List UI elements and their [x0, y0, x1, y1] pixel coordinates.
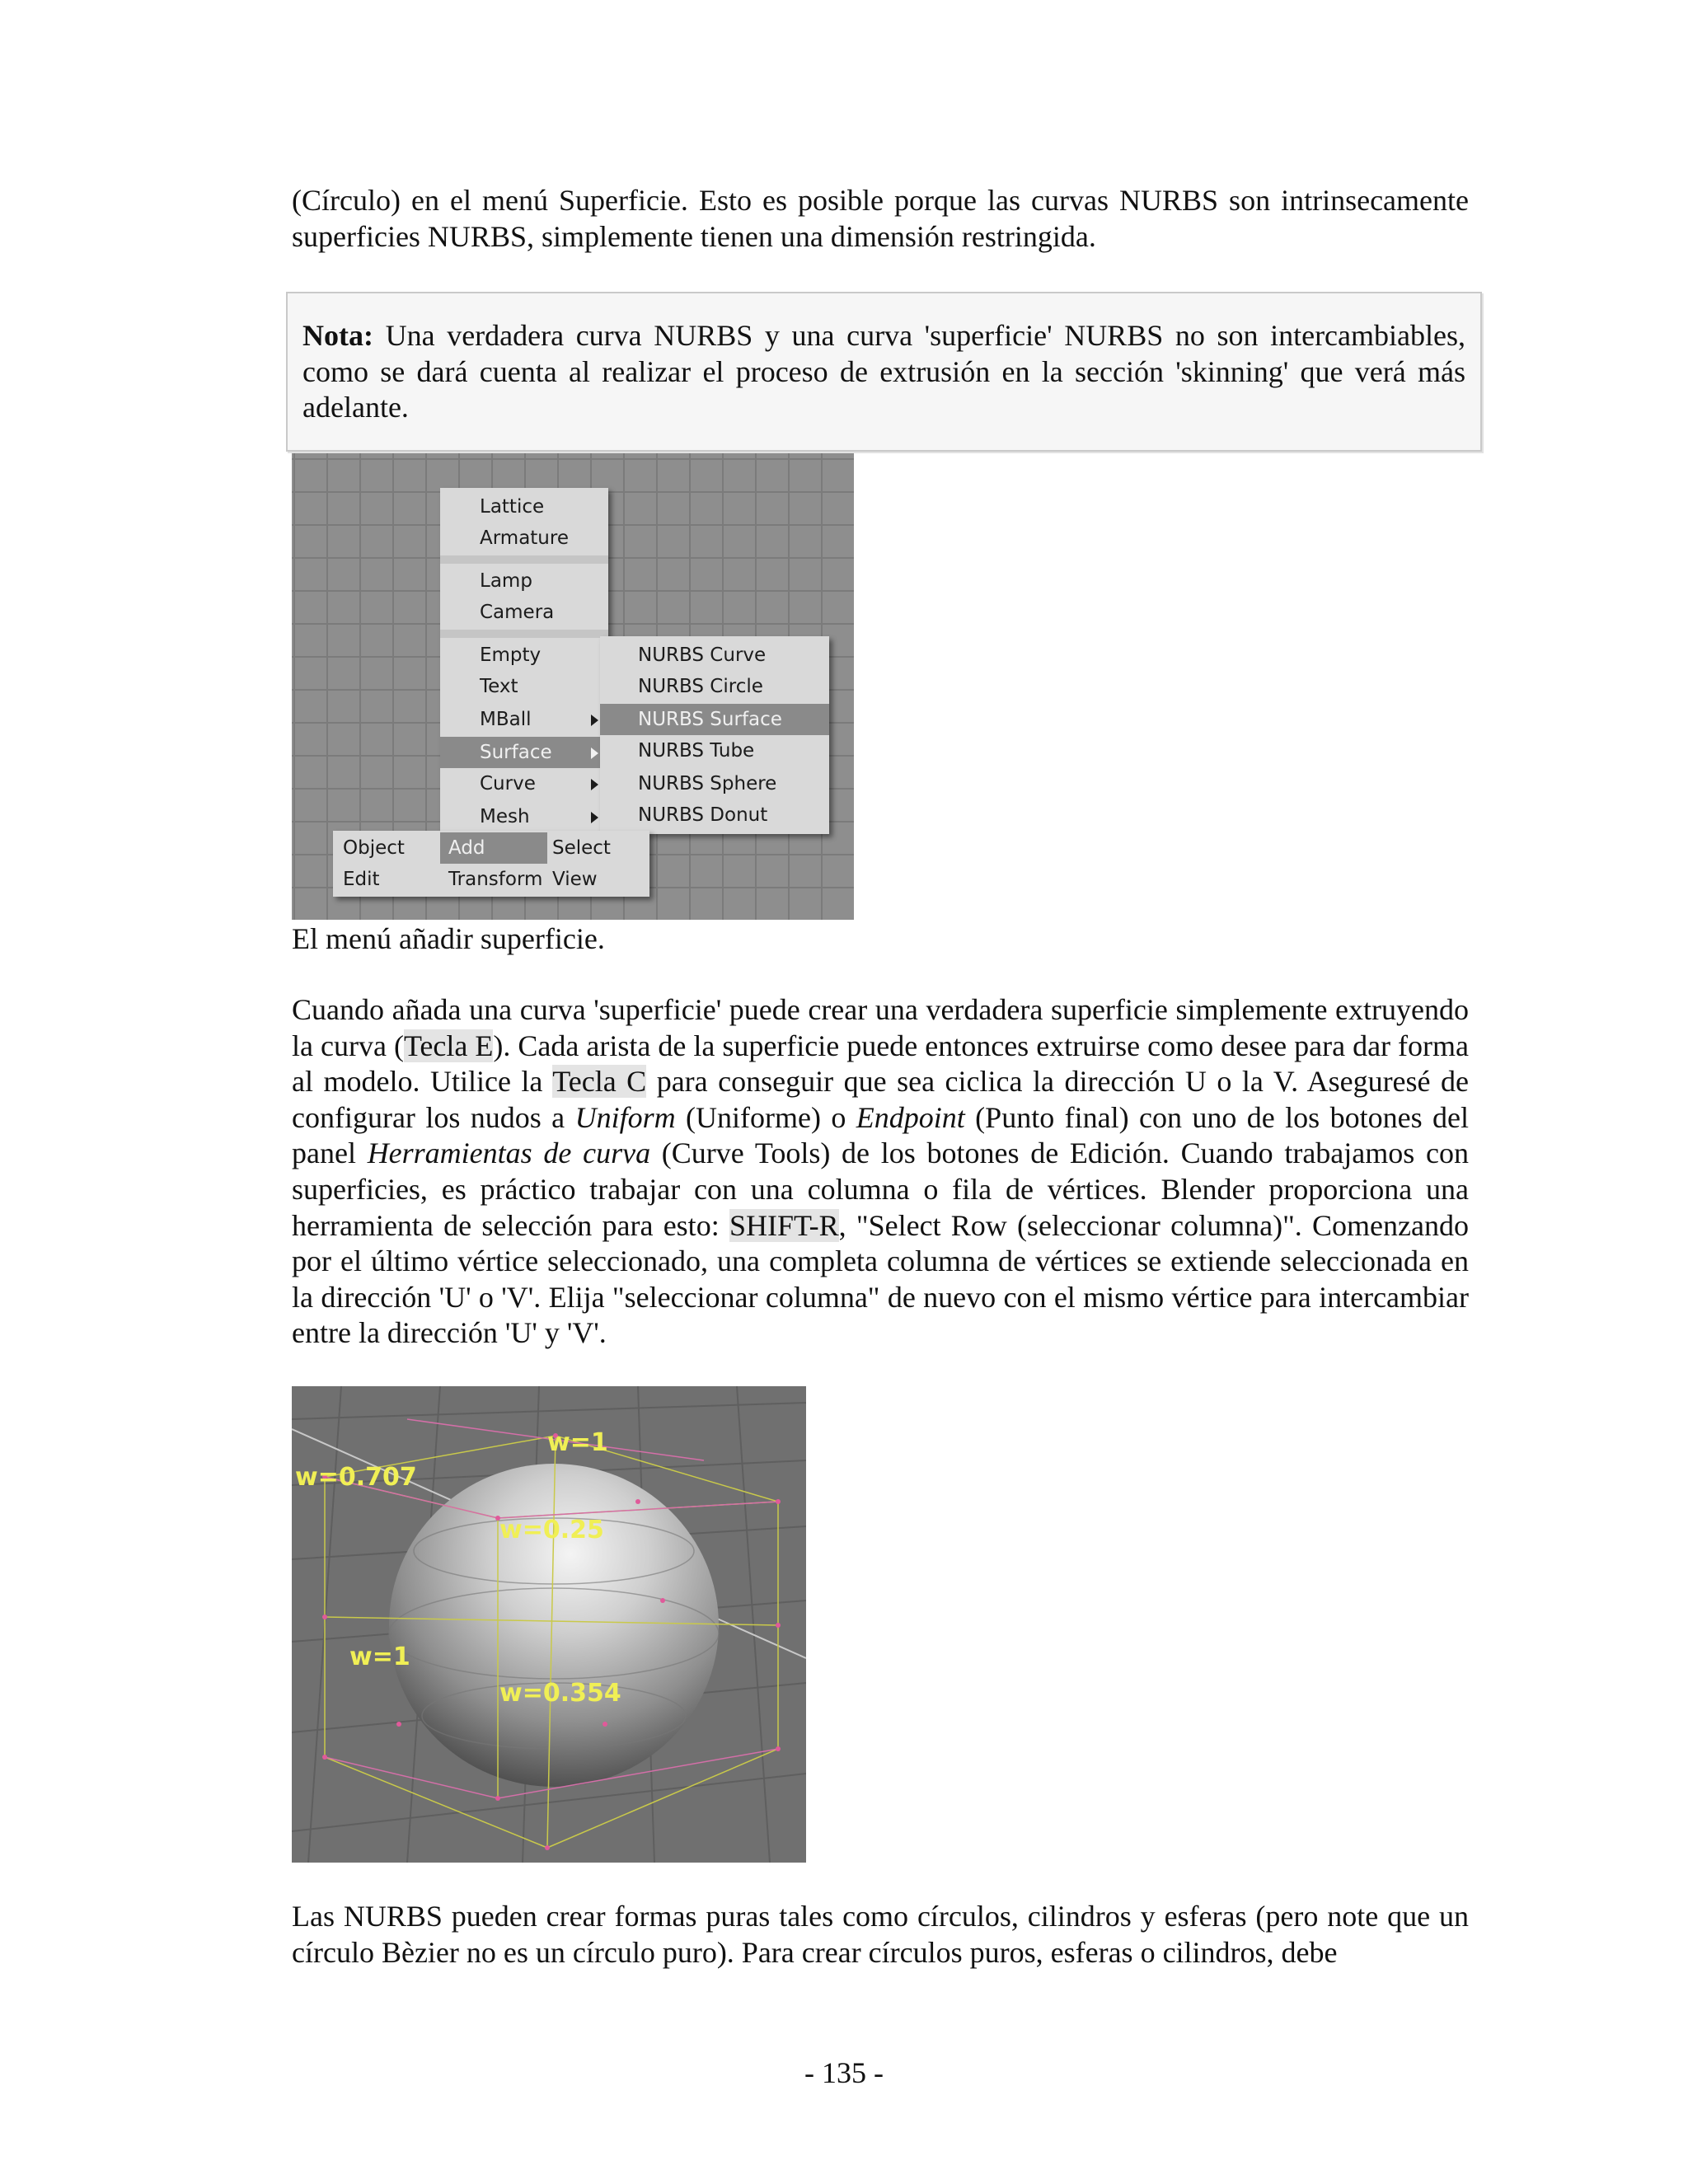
menu-item-empty[interactable]: Empty: [480, 644, 542, 666]
menu-item-armature[interactable]: Armature: [480, 527, 569, 549]
sphere-viewport: [292, 1386, 806, 1863]
italic-uniform: Uniform: [574, 1100, 676, 1134]
nurbs-sphere-screenshot: [292, 1386, 806, 1863]
submenu-item-nurbs-curve[interactable]: NURBS Curve: [638, 644, 767, 666]
menu-item-mball[interactable]: [440, 704, 608, 735]
submenu-arrow-icon: [591, 715, 598, 726]
submenu-item-nurbs-tube[interactable]: NURBS Tube: [638, 740, 755, 762]
weight-label: w=1: [349, 1643, 410, 1671]
key-shift-r: SHIFT-R: [729, 1208, 839, 1242]
toolbox-object[interactable]: Object: [343, 837, 405, 859]
toolbox-header: [333, 831, 649, 897]
page-number: - 135 -: [804, 2056, 884, 2089]
menu-item-label: Surface: [480, 742, 552, 763]
submenu-item-nurbs-circle[interactable]: NURBS Circle: [638, 676, 763, 697]
text-run: (Punto final) con uno de los botones del panel: [292, 1100, 1469, 1170]
add-menu: [440, 488, 608, 832]
paragraph-surface: [292, 992, 1469, 1352]
add-menu-screenshot: [292, 453, 854, 920]
text-run: (Curve Tools) de los botones de Edición. Cuando trabajamos con superficies, es práctico trabajar con una columna o fila de vértices. Blender proporciona una herramienta de selección para esto:: [292, 1137, 1469, 1242]
weight-label: w=0.707: [295, 1463, 417, 1492]
paragraph-pure-shapes: Las NURBS pueden crear formas puras tales como círculos, cilindros y esferas (pero note que un círculo Bèzier no es un círculo puro). Para crear círculos puros, esferas o cilindros, debe: [292, 1900, 1469, 1969]
note-label: Nota:: [302, 319, 373, 352]
text-run: Cuando añada una curva 'superficie' puede crear una verdadera superficie simplemente extruyendo la curva (: [292, 993, 1469, 1062]
menu-item-text[interactable]: Text: [480, 676, 518, 697]
submenu-item-nurbs-donut[interactable]: NURBS Donut: [638, 804, 768, 826]
submenu-arrow-icon: [591, 812, 598, 823]
toolbox-edit[interactable]: Edit: [343, 869, 380, 890]
text-run: ). Cada arista de la superficie puede entonces extruirse como desee para dar forma al modelo. Utilice la: [292, 1029, 1469, 1099]
menu-separator: [440, 555, 608, 564]
text-run: , "Select Row (seleccionar columna)". Comenzando por el último vértice seleccionado, una completa columna de vértices se extiende seleccionada en la dirección 'U' o 'V'. Elija "seleccionar columna" de nuevo con el mismo vértice para intercambiar entre la dirección 'U' y 'V'.: [292, 1208, 1469, 1350]
menu-item-lattice[interactable]: Lattice: [480, 496, 545, 518]
menu-item-label: Curve: [480, 773, 536, 794]
submenu-arrow-icon: [591, 748, 598, 759]
key-tecla-c: Tecla C: [552, 1065, 647, 1099]
note-box: [286, 292, 1482, 452]
weight-label: w=0.25: [499, 1516, 604, 1544]
submenu-item-nurbs-sphere[interactable]: NURBS Sphere: [638, 773, 777, 794]
text-run: para conseguir que sea ciclica la dirección U o la V. Aseguresé de configurar los nudos a: [292, 1065, 1469, 1134]
menu-item-label: Mesh: [480, 806, 530, 827]
weight-label: w=0.354: [499, 1679, 621, 1708]
menu-item-label: MBall: [480, 709, 532, 730]
menu-separator: [440, 630, 608, 638]
menu-item-surface[interactable]: [440, 737, 608, 768]
italic-endpoint: Endpoint: [856, 1100, 965, 1134]
key-tecla-e: Tecla E: [403, 1029, 494, 1062]
weight-label: w=1: [547, 1428, 608, 1457]
paragraph-intro: (Círculo) en el menú Superficie. Esto es posible porque las curvas NURBS son intrinsecamente superficies NURBS, simplemente tienen una dimensión restringida.: [292, 184, 1469, 253]
toolbox-view[interactable]: View: [552, 869, 598, 890]
toolbox-transform[interactable]: Transform: [448, 869, 543, 890]
text-run: (Uniforme) o: [675, 1100, 856, 1134]
toolbox-select[interactable]: Select: [552, 837, 611, 859]
menu-item-lamp[interactable]: Lamp: [480, 570, 532, 592]
menu-item-camera[interactable]: Camera: [480, 602, 555, 623]
submenu-arrow-icon: [591, 779, 598, 790]
figure-caption: El menú añadir superficie.: [292, 922, 605, 955]
surface-submenu: [600, 636, 829, 834]
italic-curve-tools: Herramientas de curva: [367, 1137, 651, 1170]
toolbox-add[interactable]: Add: [440, 832, 547, 864]
note-text: Una verdadera curva NURBS y una curva 'superficie' NURBS no son intercambiables, como se dará cuenta al realizar el proceso de extrusión en la sección 'skinning' que verá más adelante.: [302, 319, 1465, 424]
menu-item-curve[interactable]: [440, 768, 608, 799]
submenu-item-nurbs-surface[interactable]: NURBS Surface: [600, 704, 829, 735]
menu-item-mesh[interactable]: [440, 801, 608, 832]
